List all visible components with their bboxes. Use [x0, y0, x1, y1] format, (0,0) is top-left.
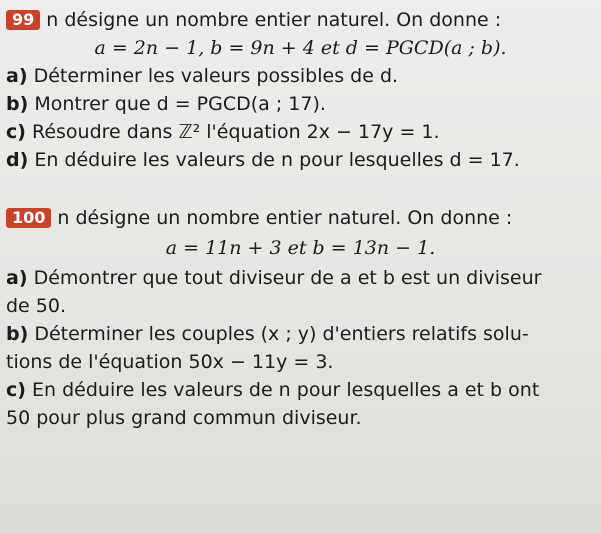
exercise-100-item-a	[6, 266, 541, 290]
exercise-100-item-b	[6, 322, 529, 346]
exercise-100-item-a-cont: de 50.	[6, 295, 67, 317]
exercise-99-item-b	[6, 92, 326, 116]
exercise-99-item-a	[6, 64, 398, 88]
exercise-100-item-c	[6, 378, 539, 402]
exercise-99-number-badge: 99	[6, 10, 40, 30]
exercise-99-item-d	[6, 148, 520, 172]
item-label: c)	[6, 379, 26, 401]
item-label: d)	[6, 149, 29, 171]
item-text: Déterminer les couples (x ; y) d'entiers relatifs solu-	[34, 323, 529, 345]
exercise-100-header	[6, 206, 512, 230]
exercise-99-definitions: a = 2n − 1, b = 9n + 4 et d = PGCD(a ; b).	[94, 37, 507, 59]
item-label: a)	[6, 267, 28, 289]
item-label: a)	[6, 65, 28, 87]
exercise-100-definitions: a = 11n + 3 et b = 13n − 1.	[165, 237, 436, 259]
item-text: En déduire les valeurs de n pour lesquelles d = 17.	[34, 149, 520, 171]
exercise-99-intro: n désigne un nombre entier naturel. On donne :	[46, 9, 502, 31]
exercise-99-item-c	[6, 120, 440, 144]
item-label: c)	[6, 121, 26, 143]
exercise-100-item-c-cont: 50 pour plus grand commun diviseur.	[6, 407, 362, 429]
item-text: Déterminer les valeurs possibles de d.	[33, 65, 399, 87]
exercise-100-item-b-cont: tions de l'équation 50x − 11y = 3.	[6, 351, 334, 373]
exercise-99-header	[6, 8, 501, 32]
item-label: b)	[6, 323, 29, 345]
item-text: Résoudre dans ℤ² l'équation 2x − 17y = 1.	[32, 121, 440, 143]
exercise-100-intro: n désigne un nombre entier naturel. On donne :	[57, 207, 513, 229]
item-label: b)	[6, 93, 29, 115]
item-text: Démontrer que tout diviseur de a et b est un diviseur	[33, 267, 542, 289]
exercise-100-number-badge: 100	[6, 208, 51, 228]
item-text: En déduire les valeurs de n pour lesquelles a et b ont	[32, 379, 540, 401]
item-text: Montrer que d = PGCD(a ; 17).	[34, 93, 326, 115]
